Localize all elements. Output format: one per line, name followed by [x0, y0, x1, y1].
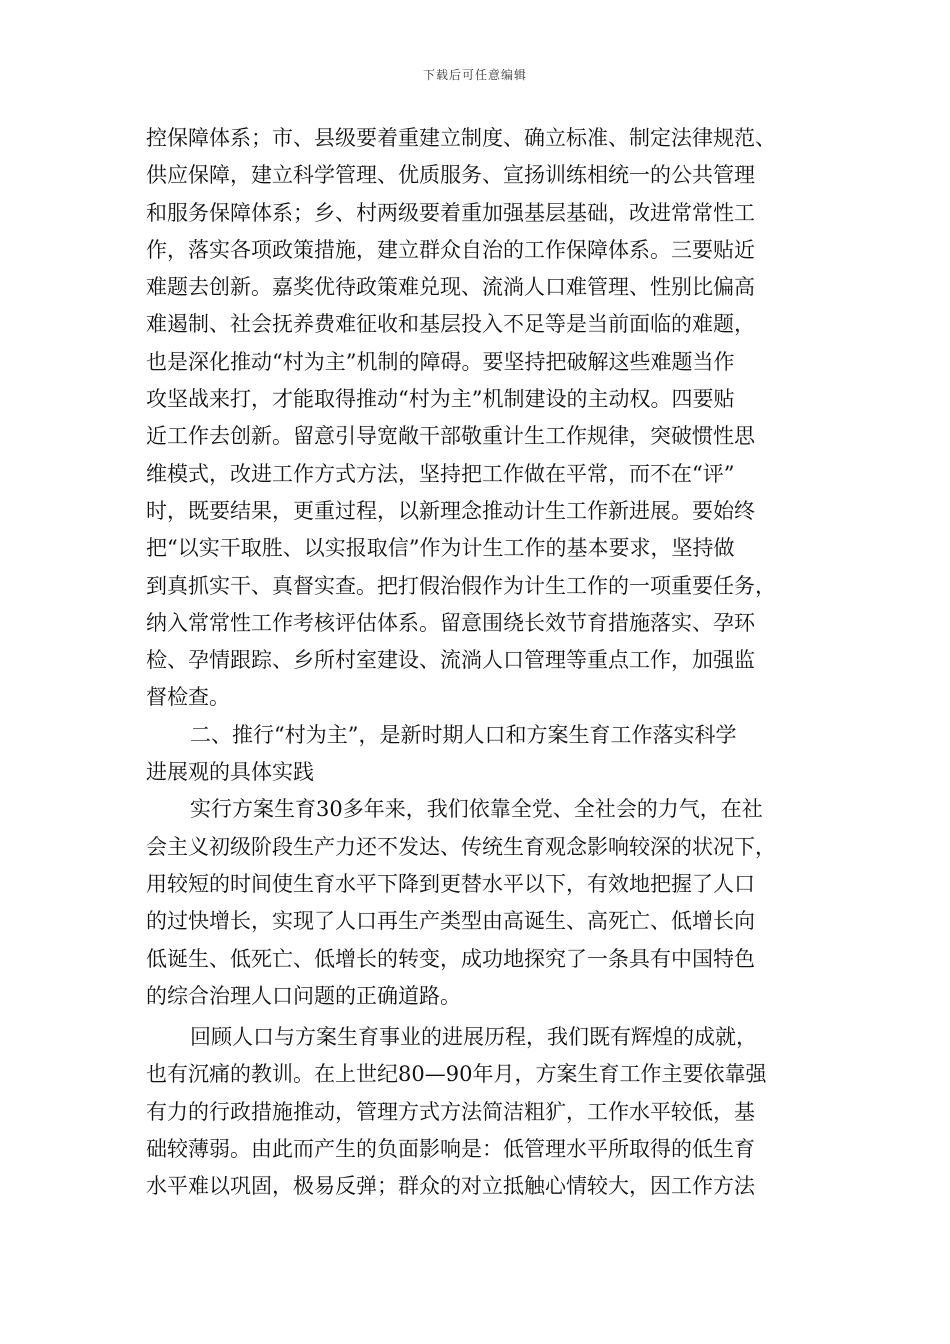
text-line: 难题去创新。嘉奖优待政策难兑现、流淌人口难管理、性别比偏高 — [146, 275, 755, 300]
text-line: 有力的行政措施推动，管理方式方法简洁粗犷，工作水平较低，基 — [146, 1099, 755, 1124]
document-body — [146, 120, 826, 1206]
text-line: 的过快增长，实现了人口再生产类型由高诞生、高死亡、低增长向 — [146, 909, 755, 934]
text-line: 攻坚战来打，才能取得推动“村为主”机制建设的主动权。四要贴 — [146, 387, 735, 412]
text-line: 供应保障，建立科学管理、优质服务、宣扬训练相统一的公共管理 — [146, 163, 755, 188]
text-line: 低诞生、低死亡、低增长的转变，成功地探究了一条具有中国特色 — [146, 946, 755, 971]
text-line: 难遏制、社会抚养费难征收和基层投入不足等是当前面临的难题， — [146, 312, 755, 337]
text-line: 用较短的时间使生育水平下降到更替水平以下，有效地把握了人口 — [146, 871, 755, 896]
paragraph-start: 回顾人口与方案生育事业的进展历程，我们既有辉煌的成就， — [190, 1025, 757, 1050]
text-line: 时，既要结果，更重过程，以新理念推动计生工作新进展。要始终 — [146, 498, 755, 523]
text-line: 把“以实干取胜、以实报取信”作为计生工作的基本要求，坚持做 — [146, 536, 735, 561]
text-line: 维模式，改进工作方式方法，坚持把工作做在平常，而不在“评” — [146, 461, 735, 486]
text-line: 近工作去创新。留意引导宽敞干部敬重计生工作规律，突破惯性思 — [146, 424, 755, 449]
text-line: 的综合治理人口问题的正确道路。 — [146, 983, 461, 1008]
text-line: 检、孕情跟踪、乡所村室建设、流淌人口管理等重点工作，加强监 — [146, 648, 755, 673]
text-line: 作，落实各项政策措施，建立群众自治的工作保障体系。三要贴近 — [146, 237, 755, 262]
text-line: 会主义初级阶段生产力还不发达、传统生育观念影响较深的状况下， — [146, 834, 776, 859]
section-heading: 二、推行“村为主”，是新时期人口和方案生育工作落实科学 — [190, 722, 737, 747]
text-line: 础较薄弱。由此而产生的负面影响是：低管理水平所取得的低生育 — [146, 1137, 755, 1162]
section-heading-cont: 进展观的具体实践 — [146, 760, 314, 785]
text-line: 和服务保障体系；乡、村两级要着重加强基层基础，改进常常性工 — [146, 200, 755, 225]
header-note: 下载后可任意编辑 — [422, 68, 527, 82]
text-line: 控保障体系；市、县级要着重建立制度、确立标准、制定法律规范、 — [146, 126, 776, 150]
text-line: 也有沉痛的教训。在上世纪80—90年月，方案生育工作主要依靠强 — [146, 1062, 767, 1087]
text-line: 到真抓实干、真督实查。把打假治假作为计生工作的一项重要任务， — [146, 573, 776, 598]
text-line: 水平难以巩固，极易反弹；群众的对立抵触心情较大，因工作方法 — [146, 1174, 755, 1199]
text-line: 也是深化推动“村为主”机制的障碍。要坚持把破解这些难题当作 — [146, 349, 735, 374]
paragraph-start: 实行方案生育30多年来，我们依靠全党、全社会的力气，在社 — [190, 797, 763, 822]
text-line: 纳入常常性工作考核评估体系。留意围绕长效节育措施落实、孕环 — [146, 610, 755, 635]
text-line: 督检查。 — [146, 685, 230, 710]
